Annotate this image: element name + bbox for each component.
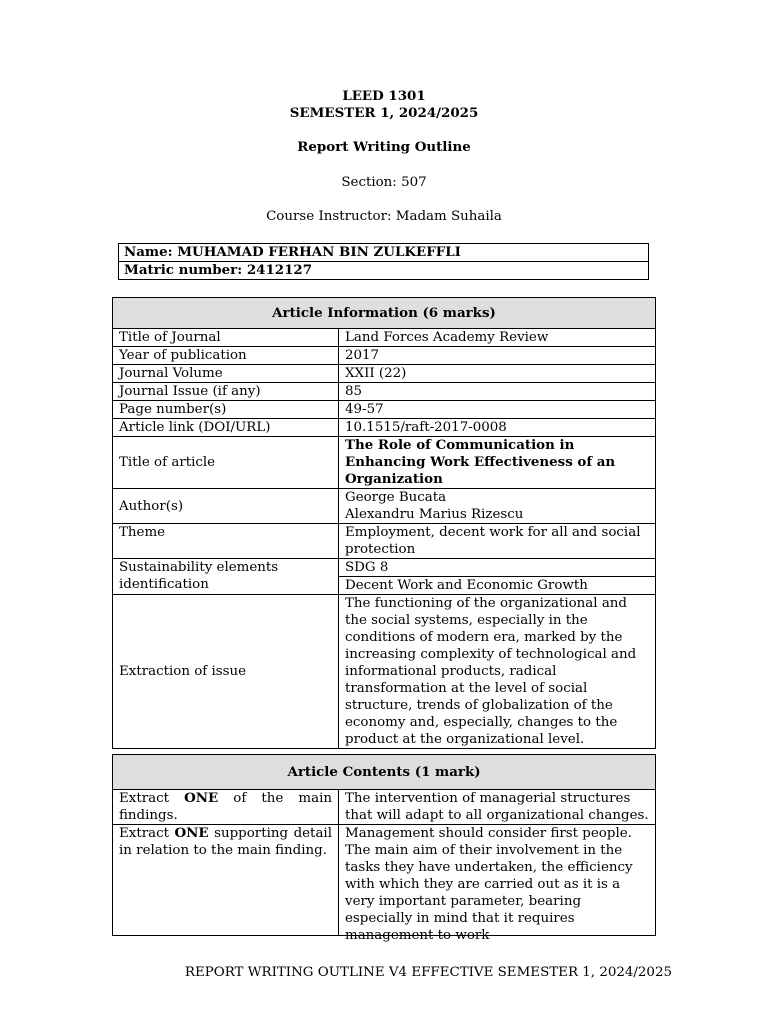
sdg-number: SDG 8	[339, 559, 656, 577]
row-label: Page number(s)	[113, 401, 339, 419]
course-code: LEED 1301	[342, 88, 426, 104]
table-row	[113, 595, 656, 749]
prompt-text: of the main findings.	[119, 791, 332, 823]
issue-extraction: The functioning of the organizational and the social systems, especially in the conditions of modern era, marked by the increasing complexity of technological and informational products, radical transformation at the level of social structure, trends of globalization of the economy and, especially, changes to the product at the organizational level.	[339, 595, 656, 749]
row-label: Journal Issue (if any)	[113, 383, 339, 401]
row-label: Author(s)	[113, 489, 339, 524]
table-row	[113, 825, 656, 936]
table-row	[113, 383, 656, 401]
prompt-emphasis: ONE	[184, 790, 219, 806]
table-row	[113, 437, 656, 489]
student-name: Name: MUHAMAD FERHAN BIN ZULKEFFLI	[119, 244, 649, 262]
sdg-name: Decent Work and Economic Growth	[339, 577, 656, 595]
row-label: Journal Volume	[113, 365, 339, 383]
article-information-table	[112, 297, 656, 749]
row-value: 49-57	[339, 401, 656, 419]
row-value: XXII (22)	[339, 365, 656, 383]
author-name: George Bucata	[345, 490, 447, 505]
main-finding-value: The intervention of managerial structures that will adapt to all organizational changes.	[339, 790, 656, 825]
article-title: The Role of Communication in Enhancing Work Effectiveness of an Organization	[339, 437, 656, 489]
article-contents-table	[112, 754, 656, 943]
row-value: 2017	[339, 347, 656, 365]
student-info-table	[118, 243, 649, 280]
row-label: Title of article	[113, 437, 339, 489]
table-row	[113, 559, 656, 577]
prompt-emphasis: ONE	[174, 825, 209, 841]
row-value: 10.1515/raft-2017-0008	[339, 419, 656, 437]
row-value: Land Forces Academy Review	[339, 329, 656, 347]
table-row	[113, 790, 656, 825]
table-row	[113, 401, 656, 419]
table-row	[113, 419, 656, 437]
article-contents-heading: Article Contents (1 mark)	[113, 755, 656, 790]
main-finding-prompt	[113, 790, 339, 825]
page-footer: REPORT WRITING OUTLINE V4 EFFECTIVE SEMESTER 1, 2024/2025	[184, 965, 672, 980]
instructor-label: Course Instructor: Madam Suhaila	[266, 209, 502, 224]
matric-number: Matric number: 2412127	[119, 262, 649, 280]
supporting-detail-prompt	[113, 825, 339, 936]
row-label: Title of Journal	[113, 329, 339, 347]
row-label: Sustainability elements identification	[113, 559, 339, 595]
page-title: Report Writing Outline	[297, 139, 471, 155]
supporting-detail-cell	[339, 825, 656, 943]
table-row	[113, 524, 656, 559]
prompt-text: supporting detail in relation to the main finding.	[119, 826, 332, 858]
author-name: Alexandru Marius Rizescu	[345, 507, 524, 522]
article-information-heading: Article Information (6 marks)	[113, 298, 656, 329]
row-value: 85	[339, 383, 656, 401]
row-label: Extraction of issue	[113, 595, 339, 749]
row-label: Theme	[113, 524, 339, 559]
supporting-detail-value: Management should consider first people. The main aim of their involvement in the tasks they have undertaken, the efficiency with which they are carried out as it is a very important parameter, bearing especially in mind that it requires management to work	[345, 826, 633, 943]
semester: SEMESTER 1, 2024/2025	[289, 105, 479, 121]
row-label: Article link (DOI/URL)	[113, 419, 339, 437]
table-row	[113, 365, 656, 383]
theme-value: Employment, decent work for all and social protection	[339, 524, 656, 559]
row-label: Year of publication	[113, 347, 339, 365]
prompt-text: Extract	[119, 791, 169, 806]
table-row	[113, 329, 656, 347]
authors-cell	[339, 489, 656, 524]
table-row	[113, 347, 656, 365]
table-row	[113, 489, 656, 524]
section-label: Section: 507	[341, 175, 427, 190]
prompt-text: Extract	[119, 826, 169, 841]
